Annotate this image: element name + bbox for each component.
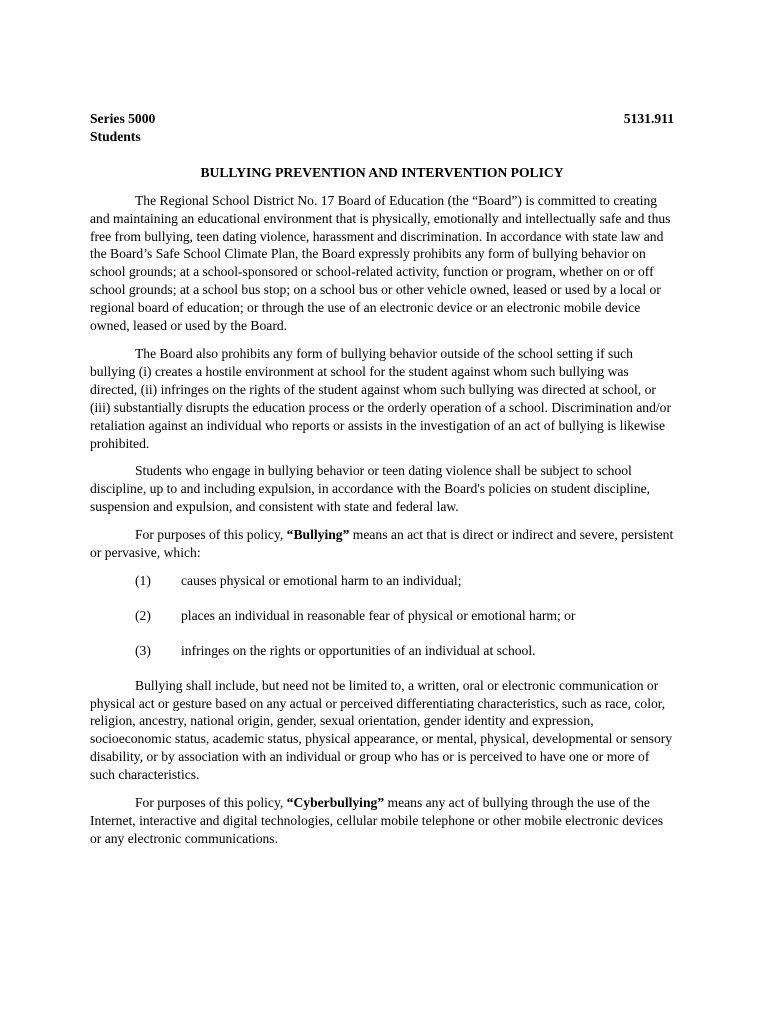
definition-intro: For purposes of this policy, <box>135 527 287 543</box>
list-item-number: (1) <box>135 572 151 588</box>
definition-intro: For purposes of this policy, <box>135 795 287 811</box>
list-item <box>90 572 674 590</box>
list-item <box>90 642 674 660</box>
policy-title: BULLYING PREVENTION AND INTERVENTION POLICY <box>200 164 564 180</box>
list-item-text: causes physical or emotional harm to an individual; <box>181 572 462 588</box>
definition-text: means any act of bullying through the use of the Internet, interactive and digital technologies, cellular mobile telephone or other mobile electronic devices or any electronic communications. <box>90 795 663 846</box>
paragraph-bullying-includes: Bullying shall include, but need not be limited to, a written, oral or electronic communication or physical act or gesture based on any actual or perceived differentiating characteristics, such as race, color, religion, ancestry, national origin, gender, sexual orientation, gender identity and expression, socioeconomic status, academic status, physical appearance, or mental, physical, developmental or sensory disability, or by association with an individual or group who has or is perceived to have one or more of such characteristics. <box>90 677 673 783</box>
list-item-text: infringes on the rights or opportunities of an individual at school. <box>181 642 536 658</box>
series-label: Series 5000 <box>90 111 156 126</box>
list-item <box>90 607 674 625</box>
policy-number: 5131.911 <box>623 111 674 126</box>
paragraph-discipline: Students who engage in bullying behavior or teen dating violence shall be subject to school discipline, up to and including expulsion, in accordance with the Board's policies on student discipline, suspension and expulsion, and consistent with state and federal law. <box>90 463 651 515</box>
paragraph-bullying-definition <box>90 526 674 562</box>
paragraph-cyberbullying-definition <box>90 794 674 848</box>
section-label: Students <box>90 128 141 144</box>
policy-document <box>90 110 674 858</box>
paragraph-commitment: The Regional School District No. 17 Board of Education (the “Board”) is committed to creating and maintaining an educational environment that is physically, emotionally and intellectually safe and thus free from bullying, teen dating violence, harassment and discrimination. In accordance with state law and the Board’s Safe School Climate Plan, the Board expressly prohibits any form of bullying behavior on school grounds; at a school-sponsored or school-related activity, function or program, whether on or off school grounds; at a school bus stop; on a school bus or other vehicle owned, leased or used by a local or regional board of education; or through the use of an electronic device or an electronic mobile device owned, leased or used by the Board. <box>90 192 671 334</box>
list-item-number: (3) <box>135 642 151 658</box>
document-header <box>90 110 674 128</box>
definition-text: means an act that is direct or indirect and severe, persistent or pervasive, which: <box>90 527 674 561</box>
definition-term: “Cyberbullying” <box>286 795 385 811</box>
paragraph-outside-school: The Board also prohibits any form of bullying behavior outside of the school setting if such bullying (i) creates a hostile environment at school for the student against whom such bullying was directed, (ii) infringes on the rights of the student against whom such bullying was directed at school, or (iii) substantially disrupts the education process or the orderly operation of a school. Discrimination and/or retaliation against an individual who reports or assists in the investigation of an act of bullying is likewise prohibited. <box>90 345 671 451</box>
list-item-text: places an individual in reasonable fear of physical or emotional harm; or <box>181 607 576 623</box>
definition-term: “Bullying” <box>286 527 350 543</box>
list-item-number: (2) <box>135 607 151 623</box>
